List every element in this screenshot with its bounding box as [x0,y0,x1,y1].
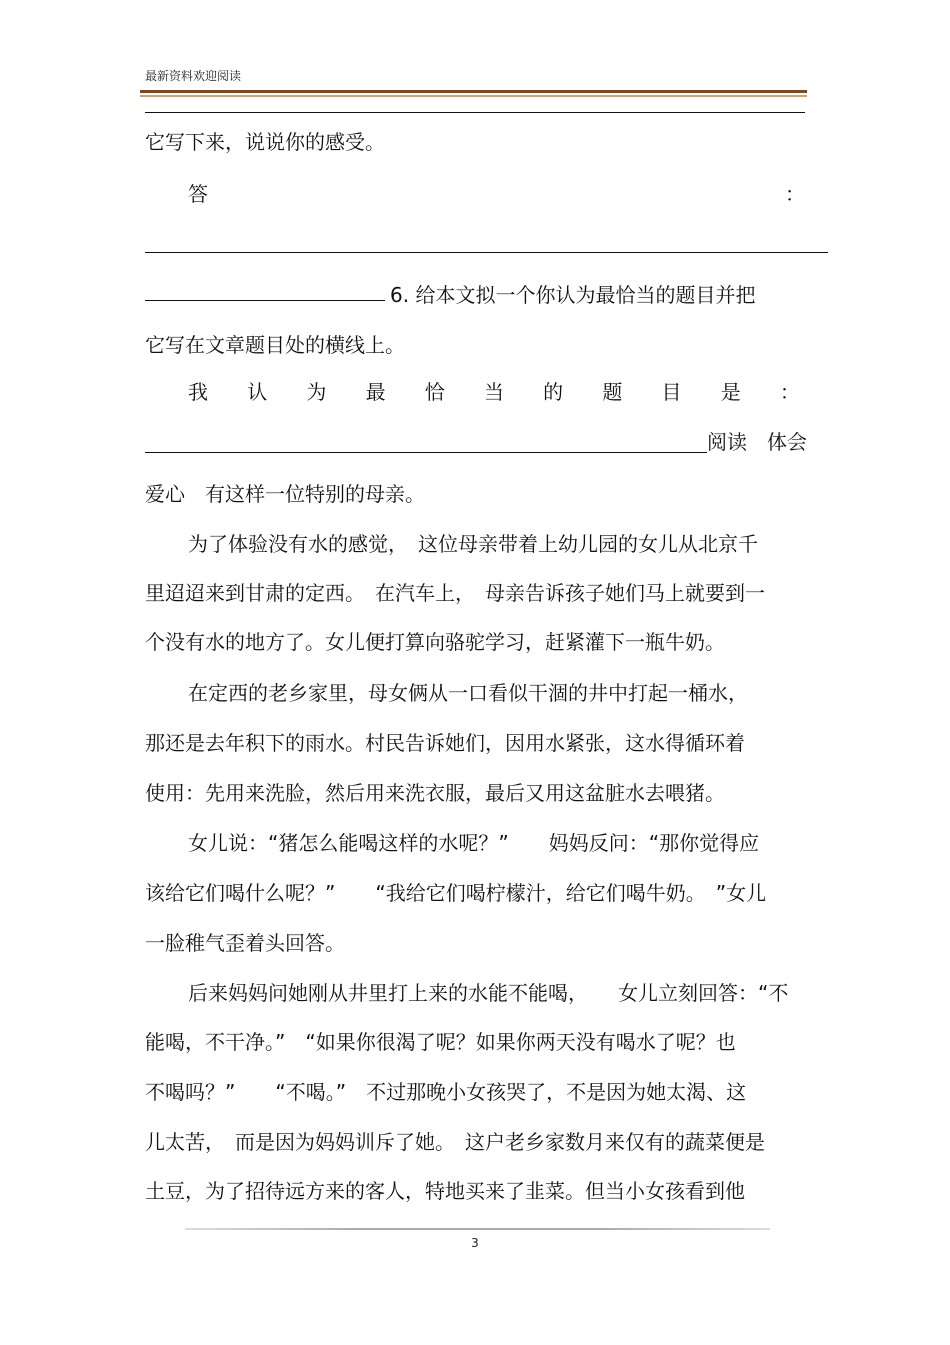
title-prompt-char: 的 [543,380,564,404]
question-6-line-2: 它写在文章题目处的横线上。 [145,333,405,357]
answer-colon: ： [785,182,805,206]
answer-underline [145,252,828,253]
answer-underline-short [145,300,385,301]
title-prompt-char: 题 [602,380,623,404]
passage-line: 个没有水的地方了。女儿便打算向骆驼学习，赶紧灌下一瓶牛奶。 [145,630,725,654]
passage-line: 使用：先用来洗脸，然后用来洗衣服，最后又用这盆脏水去喂猪。 [145,781,725,805]
page-number: 3 [471,1236,479,1250]
title-prompt-char: 最 [365,380,386,404]
passage-line: 里迢迢来到甘肃的定西。 在汽车上， 母亲告诉孩子她们马上就要到一 [145,581,765,605]
title-prompt-char: 是 [720,380,741,404]
passage-line: 能喝，不干净。” “如果你很渴了呢？如果你两天没有喝水了呢？也 [145,1030,736,1054]
answer-underline-top [145,112,805,113]
passage-line: 儿太苦， 而是因为妈妈训斥了她。 这户老乡家数月来仅有的蔬菜便是 [145,1130,765,1154]
section-heading-part-1: 阅读 体会 [707,430,807,454]
title-prompt-char: ： [779,380,800,404]
title-answer-underline [145,452,707,453]
answer-label: 答 [188,182,208,206]
footer-rule [185,1228,770,1230]
section-heading-part-2: 爱心 有这样一位特别的母亲。 [145,482,425,506]
header-rule-dark [140,90,807,93]
title-prompt-char: 认 [247,380,268,404]
title-prompt-char: 恰 [424,380,445,404]
title-prompt-char: 我 [188,380,208,404]
passage-line: 不喝吗？” “不喝。” 不过那晚小女孩哭了，不是因为她太渴、这 [145,1080,747,1104]
header-rule-light [140,95,807,97]
title-prompt-char: 当 [483,380,504,404]
passage-line: 在定西的老乡家里，母女俩从一口看似干涸的井中打起一桶水， [188,681,748,705]
passage-line: 后来妈妈问她刚从井里打上来的水能不能喝， 女儿立刻回答：“不 [188,981,789,1005]
question-6-line-1: 6. 给本文拟一个你认为最恰当的题目并把 [390,283,756,307]
passage-line: 女儿说：“猪怎么能喝这样的水呢？” 妈妈反问：“那你觉得应 [188,831,760,855]
passage-line: 该给它们喝什么呢？” “我给它们喝柠檬汁，给它们喝牛奶。 ”女儿 [145,881,767,905]
passage-line: 那还是去年积下的雨水。村民告诉她们，因用水紧张，这水得循环着 [145,731,745,755]
title-prompt-char: 目 [661,380,682,404]
passage-line: 一脸稚气歪着头回答。 [145,931,345,955]
title-prompt-char: 为 [306,380,327,404]
passage-line: 为了体验没有水的感觉， 这位母亲带着上幼儿园的女儿从北京千 [188,532,758,556]
passage-line: 土豆，为了招待远方来的客人，特地买来了韭菜。但当小女孩看到他 [145,1179,745,1203]
page-header-label: 最新资料欢迎阅读 [145,69,242,83]
title-prompt [188,378,800,406]
question-5-tail: 它写下来，说说你的感受。 [145,130,385,154]
